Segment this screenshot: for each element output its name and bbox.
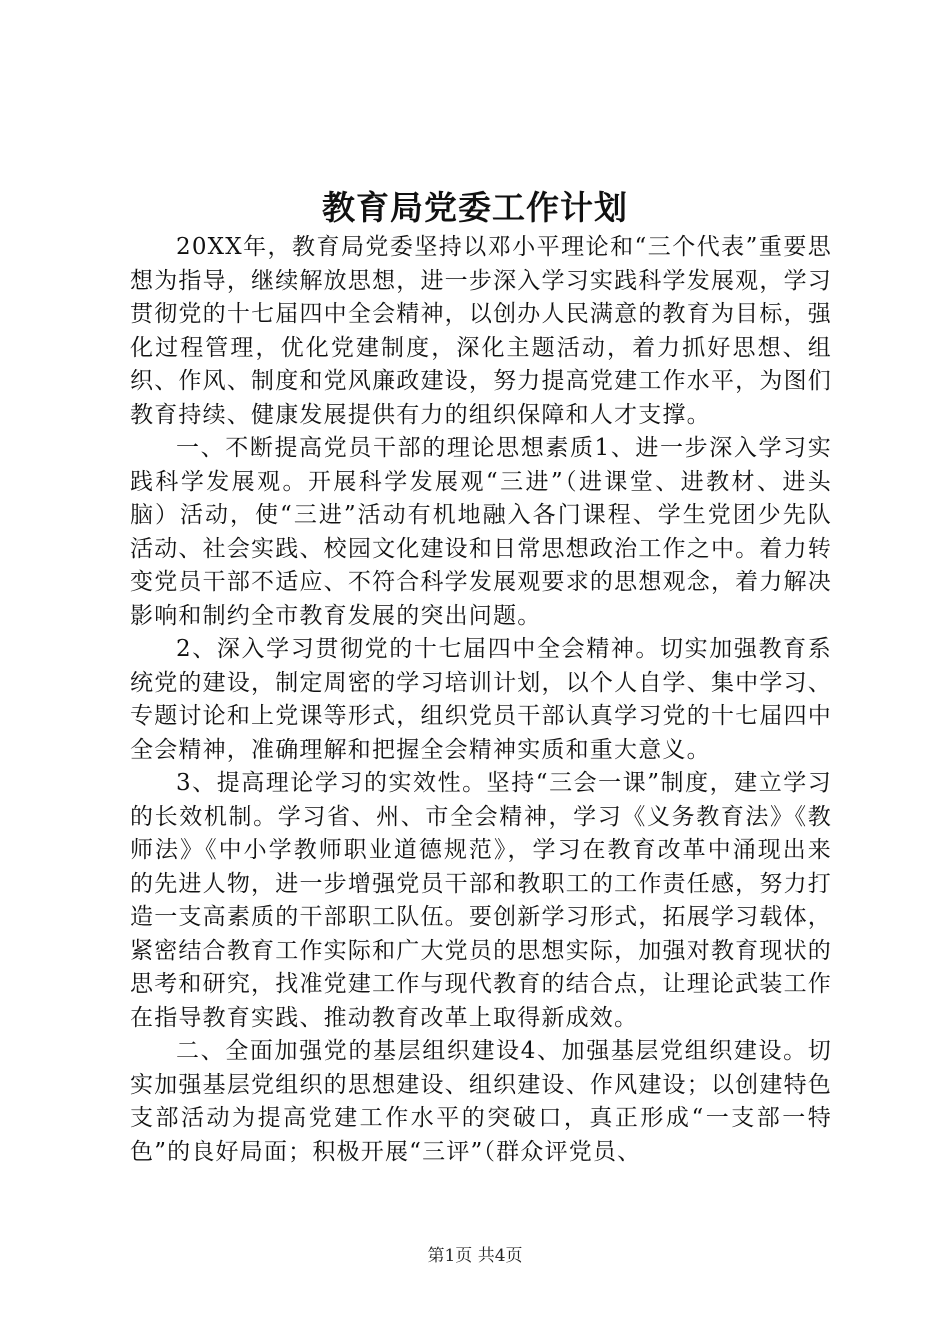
paragraph-item-2: 2、深入学习贯彻党的十七届四中全会精神。切实加强教育系统党的建设，制定周密的学习培训计划，以个人自学、集中学习、专题讨论和上党课等形式，组织党员干部认真学习党的十七届四中全会精神，准确理解和把握全会精神实质和重大意义。 [130, 636, 832, 763]
paragraph-section-2: 二、全面加强党的基层组织建设4、加强基层党组织建设。切实加强基层党组织的思想建设、组织建设、作风建设；以创建特色支部活动为提高党建工作水平的突破口，真正形成“一支部一特色”的良好局面；积极开展“三评”（群众评党员、 [130, 1038, 832, 1165]
page-number-footer: 第1页 共4页 [427, 1246, 523, 1266]
paragraph-item-3: 3、提高理论学习的实效性。坚持“三会一课”制度，建立学习的长效机制。学习省、州、市全会精神，学习《义务教育法》《教师法》《中小学教师职业道德规范》，学习在教育改革中涌现出来的先进人物，进一步增强党员干部和教职工的工作责任感，努力打造一支高素质的干部职工队伍。要创新学习形式，拓展学习载体，紧密结合教育工作实际和广大党员的思想实际，加强对教育现状的思考和研究，找准党建工作与现代教育的结合点，让理论武装工作在指导教育实践、推动教育改革上取得新成效。 [130, 770, 832, 1031]
paragraph-section-1: 一、不断提高党员干部的理论思想素质1、进一步深入学习实践科学发展观。开展科学发展观“三进”（进课堂、进教材、进头脑）活动，使“三进”活动有机地融入各门课程、学生党团少先队活动、社会实践、校园文化建设和日常思想政治工作之中。着力转变党员干部不适应、不符合科学发展观要求的思想观念，着力解决影响和制约全市教育发展的突出问题。 [130, 435, 832, 629]
document-body [130, 231, 832, 1169]
page-title: 教育局党委工作计划 [322, 188, 628, 227]
paragraph-intro: 20XX年，教育局党委坚持以邓小平理论和“三个代表”重要思想为指导，继续解放思想，进一步深入学习实践科学发展观，学习贯彻党的十七届四中全会精神，以创办人民满意的教育为目标，强化过程管理，优化党建制度，深化主题活动，着力抓好思想、组织、作风、制度和党风廉政建设，努力提高党建工作水平，为图们教育持续、健康发展提供有力的组织保障和人才支撑。 [130, 234, 832, 428]
